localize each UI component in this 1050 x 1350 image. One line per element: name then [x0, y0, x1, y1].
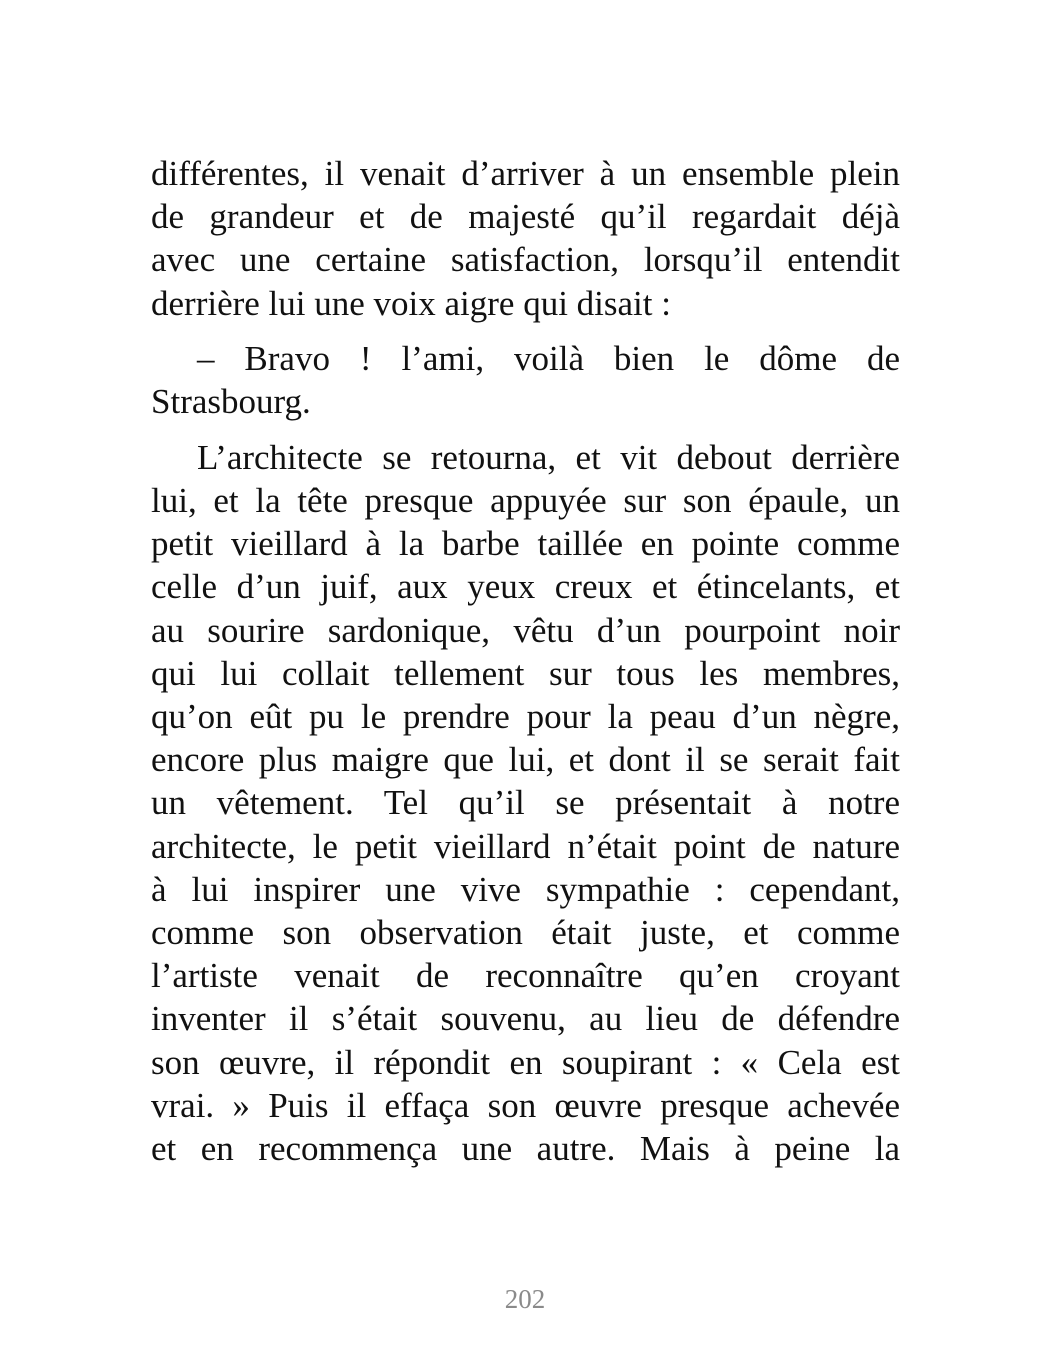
text-line: inventer il s’était souvenu, au lieu de défendre	[151, 999, 900, 1039]
paragraph-3	[151, 436, 900, 1170]
text-line: – Bravo ! l’ami, voilà bien le dôme de	[197, 339, 900, 379]
text-line: Strasbourg.	[151, 382, 311, 422]
text-line: vrai. » Puis il effaça son œuvre presque achevée	[151, 1085, 900, 1125]
text-line: l’artiste venait de reconnaître qu’en croyant	[151, 956, 900, 996]
text-line: à lui inspirer une vive sympathie : cependant,	[151, 869, 900, 909]
text-line: son œuvre, il répondit en soupirant : « Cela est	[151, 1042, 900, 1082]
text-line: architecte, le petit vieillard n’était point de nature	[151, 826, 900, 866]
text-line: différentes, il venait d’arriver à un ensemble plein	[151, 154, 900, 193]
text-line: qui lui collait tellement sur tous les membres,	[151, 653, 900, 693]
paragraph-2	[151, 337, 900, 423]
text-line: petit vieillard à la barbe taillée en pointe comme	[151, 524, 900, 564]
text-line: encore plus maigre que lui, et dont il se serait fait	[151, 740, 900, 780]
text-line: qu’on eût pu le prendre pour la peau d’un nègre,	[151, 697, 900, 737]
text-line: celle d’un juif, aux yeux creux et étincelants, et	[151, 567, 900, 607]
text-line: au sourire sardonique, vêtu d’un pourpoint noir	[151, 610, 900, 650]
body-text	[151, 152, 900, 1170]
text-line: et en recommença une autre. Mais à peine la	[151, 1128, 900, 1168]
text-line: de grandeur et de majesté qu’il regardait déjà	[151, 197, 900, 237]
page-number: 202	[504, 1284, 546, 1314]
paragraph-1	[151, 152, 900, 325]
text-line: derrière lui une voix aigre qui disait :	[151, 283, 671, 323]
text-line: comme son observation était juste, et comme	[151, 912, 900, 952]
text-line: un vêtement. Tel qu’il se présentait à notre	[151, 783, 900, 823]
text-line: avec une certaine satisfaction, lorsqu’il entendit	[151, 240, 900, 280]
text-line: L’architecte se retourna, et vit debout derrière	[197, 437, 900, 477]
text-line: lui, et la tête presque appuyée sur son épaule, un	[151, 481, 900, 521]
